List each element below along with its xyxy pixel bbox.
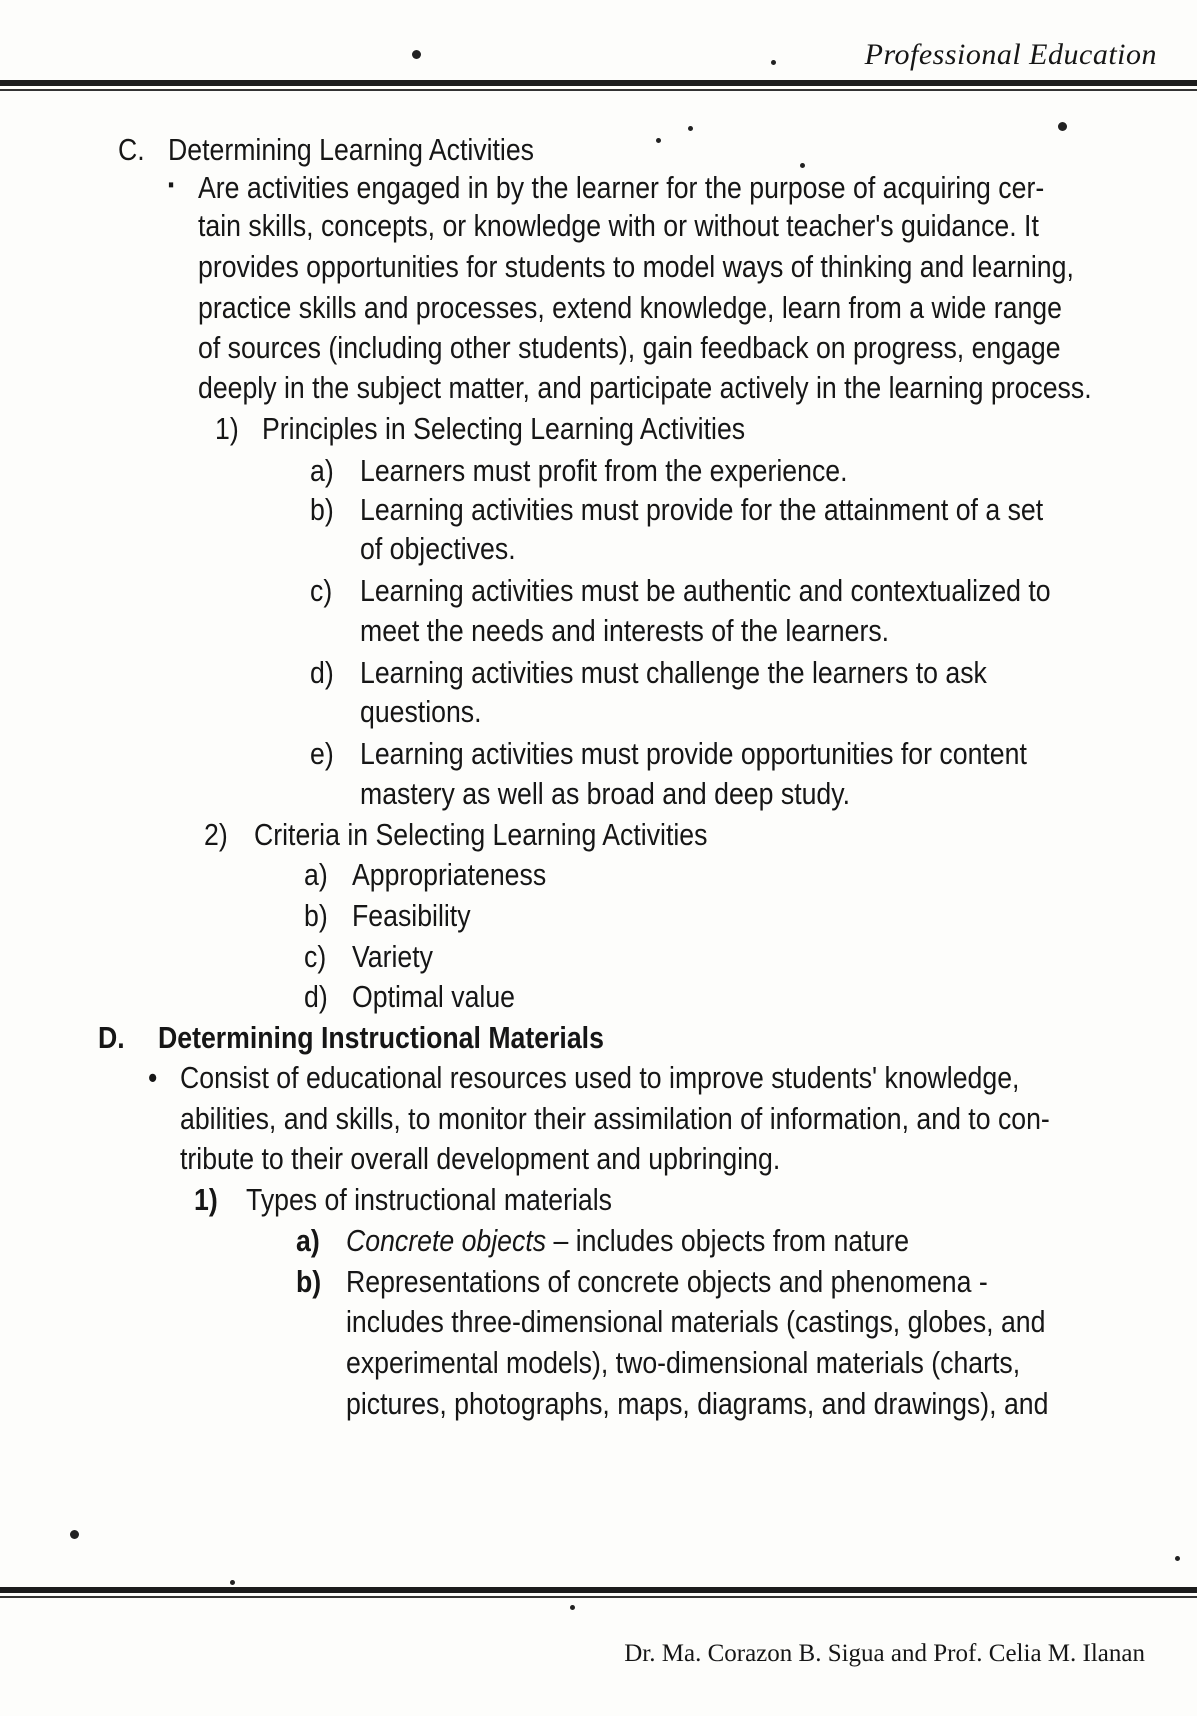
- item-text: Representations of concrete objects and phenomena -: [346, 1264, 988, 1299]
- scan-speck: [656, 138, 661, 143]
- scan-speck: [1175, 1556, 1180, 1561]
- item-letter: a): [310, 453, 334, 488]
- footer-authors: Dr. Ma. Corazon B. Sigua and Prof. Celia M. Ilanan: [624, 1640, 1145, 1667]
- item-text: Appropriateness: [352, 857, 547, 892]
- footer-rule: [0, 1587, 1197, 1593]
- item-letter: b): [296, 1264, 322, 1299]
- section-c-desc-line: Are activities engaged in by the learner for the purpose of acquiring cer-: [198, 170, 1045, 205]
- section-c-desc-line: tain skills, concepts, or knowledge with or without teacher's guidance. It: [198, 208, 1039, 243]
- item-text: mastery as well as broad and deep study.: [360, 776, 851, 811]
- item-text: Variety: [352, 939, 434, 974]
- item-letter: e): [310, 736, 334, 771]
- header-rule: [0, 80, 1197, 86]
- item-letter: d): [304, 979, 328, 1014]
- section-d-bullet: •: [148, 1060, 158, 1095]
- item-text: Feasibility: [352, 898, 471, 933]
- item-text: Learning activities must challenge the learners to ask: [360, 655, 987, 690]
- item-text: of objectives.: [360, 531, 516, 566]
- scan-speck: [570, 1605, 575, 1610]
- scan-speck: [412, 50, 421, 59]
- item-text: Learning activities must provide opportunities for content: [360, 736, 1027, 771]
- scan-speck: [230, 1580, 235, 1585]
- item-rest: – includes objects from nature: [546, 1223, 910, 1258]
- item-text: Optimal value: [352, 979, 515, 1014]
- item-letter: b): [310, 492, 334, 527]
- section-d-title: Determining Instructional Materials: [158, 1020, 604, 1055]
- footer-rule-thin: [0, 1596, 1197, 1598]
- subsection-title: Principles in Selecting Learning Activities: [262, 411, 746, 446]
- item-letter: a): [296, 1223, 320, 1258]
- section-d-desc-line: Consist of educational resources used to improve students' knowledge,: [180, 1060, 1020, 1095]
- item-text: Learning activities must be authentic and contextualized to: [360, 573, 1051, 608]
- item-term: Concrete objects: [346, 1223, 547, 1258]
- subsection-number: 1): [215, 411, 239, 446]
- section-c-bullet: ▪: [168, 174, 175, 196]
- item-text: Learning activities must provide for the attainment of a set: [360, 492, 1044, 527]
- section-c-title: Determining Learning Activities: [168, 132, 535, 167]
- item-text: pictures, photographs, maps, diagrams, and drawings), and: [346, 1386, 1049, 1421]
- section-c-desc-line: of sources (including other students), gain feedback on progress, engage: [198, 330, 1061, 365]
- item-text: experimental models), two-dimensional materials (charts,: [346, 1345, 1021, 1380]
- section-c-desc-line: provides opportunities for students to model ways of thinking and learning,: [198, 249, 1074, 284]
- scan-speck: [771, 60, 776, 65]
- section-d-desc-line: abilities, and skills, to monitor their assimilation of information, and to con-: [180, 1101, 1050, 1136]
- subsection-title: Types of instructional materials: [246, 1182, 612, 1217]
- scan-speck: [1058, 122, 1067, 131]
- section-d-letter: D.: [98, 1020, 125, 1055]
- item-letter: d): [310, 655, 334, 690]
- item-letter: b): [304, 898, 328, 933]
- scan-speck: [70, 1530, 79, 1539]
- header-rule-thin: [0, 89, 1197, 91]
- section-c-desc-line: practice skills and processes, extend knowledge, learn from a wide range: [198, 290, 1062, 325]
- item-text: [346, 1225, 909, 1256]
- running-header: Professional Education: [864, 38, 1157, 71]
- item-text: Learners must profit from the experience.: [360, 453, 848, 488]
- item-letter: c): [310, 573, 333, 608]
- item-text: includes three-dimensional materials (castings, globes, and: [346, 1304, 1046, 1339]
- scan-speck: [688, 126, 693, 131]
- item-letter: a): [304, 857, 328, 892]
- item-letter: c): [304, 939, 327, 974]
- subsection-number: 1): [194, 1182, 218, 1217]
- subsection-number: 2): [204, 817, 228, 852]
- section-c-letter: C.: [118, 132, 145, 167]
- scan-speck: [800, 163, 805, 168]
- section-d-desc-line: tribute to their overall development and upbringing.: [180, 1141, 781, 1176]
- subsection-title: Criteria in Selecting Learning Activities: [254, 817, 708, 852]
- item-text: questions.: [360, 694, 482, 729]
- section-c-desc-line: deeply in the subject matter, and participate actively in the learning process.: [198, 370, 1092, 405]
- item-text: meet the needs and interests of the learners.: [360, 613, 890, 648]
